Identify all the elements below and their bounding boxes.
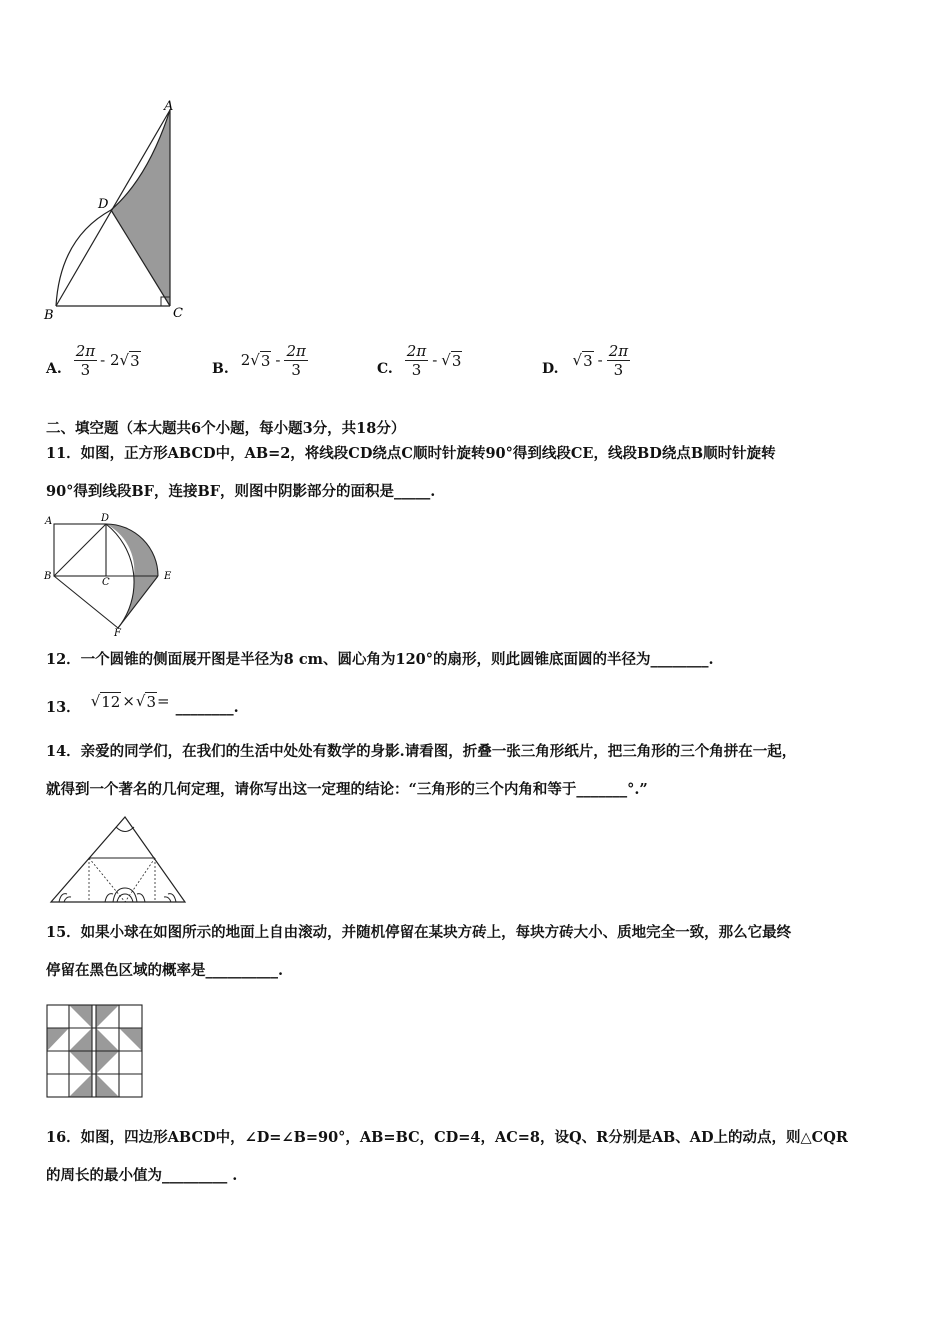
- q14-figure: [45, 812, 190, 907]
- q11-label-d: D: [101, 513, 110, 524]
- q13-number: 13．: [46, 699, 81, 716]
- q15-text-line1: 15．如果小球在如图所示的地面上自由滚动，并随机停留在某块方砖上，每块方砖大小、质地完全一致，那么它最终: [46, 924, 792, 941]
- q10-figure: [40, 98, 190, 328]
- q14-text-line2: 就得到一个著名的几何定理，请你写出这一定理的结论：“三角形的三个内角和等于_______°.”: [46, 781, 648, 798]
- q10-option-b: B. 2 √ 3 - $\frac{2\pi}{3}$: [212, 341, 306, 379]
- q10-option-c: C. $\frac{2\pi}{3}$ - √ 3: [377, 341, 462, 379]
- q13-line: 13． √ 12 × √ 3 = ________.: [46, 692, 239, 716]
- q11-text-line1: 11．如图，正方形ABCD中，AB=2，将线段CD绕点C顺时针旋转90°得到线段CE，线段BD绕点B顺时针旋转: [46, 445, 776, 462]
- q10-label-b: B: [44, 308, 54, 323]
- q11-figure: [40, 510, 180, 638]
- q13-equals: =: [157, 692, 170, 710]
- q14-text-line1: 14．亲爱的同学们，在我们的生活中处处有数学的身影.请看图，折叠一张三角形纸片，把三角形的三个角拼在一起，: [46, 743, 797, 760]
- q10-label-a: A: [164, 99, 174, 114]
- option-d-label: D.: [542, 361, 559, 377]
- q11-label-a: A: [45, 516, 53, 527]
- q13-times: ×: [122, 692, 135, 710]
- q13-radicand-2: 3: [146, 692, 157, 711]
- q10-label-d: D: [98, 197, 109, 212]
- q15-tile-grid: [45, 1003, 145, 1103]
- q13-radicand-1: 12: [101, 692, 121, 711]
- section-title: 二、填空题（本大题共6个小题，每小题3分，共18分）: [46, 420, 406, 437]
- q16-text-line2: 的周长的最小值为_________ .: [46, 1167, 238, 1184]
- option-c-label: C.: [377, 361, 393, 377]
- q15-text-line2: 停留在黑色区域的概率是__________.: [46, 962, 284, 979]
- q11-label-c: C: [102, 577, 110, 588]
- q10-option-d: D. √ 3 - $\frac{2\pi}{3}$: [542, 341, 629, 379]
- option-b-label: B.: [212, 361, 229, 377]
- q16-text-line1: 16．如图，四边形ABCD中，∠D=∠B=90°，AB=BC，CD=4，AC=8，设Q、R分别是AB、AD上的动点，则△CQR: [46, 1129, 848, 1146]
- q11-label-b: B: [44, 571, 52, 582]
- q10-label-c: C: [173, 306, 183, 321]
- option-a-label: A.: [46, 361, 62, 377]
- q11-label-f: F: [114, 628, 121, 638]
- q11-text-line2: 90°得到线段BF，连接BF，则图中阴影部分的面积是_____.: [46, 483, 436, 500]
- q12-text: 12．一个圆锥的侧面展开图是半径为8 cm、圆心角为120°的扇形，则此圆锥底面圆的半径为________.: [46, 651, 714, 668]
- q11-label-e: E: [164, 571, 172, 582]
- q13-blank: ________.: [175, 699, 239, 716]
- q10-option-a: A. $\frac{2\pi}{3}$ - 2 √ 3: [46, 341, 140, 379]
